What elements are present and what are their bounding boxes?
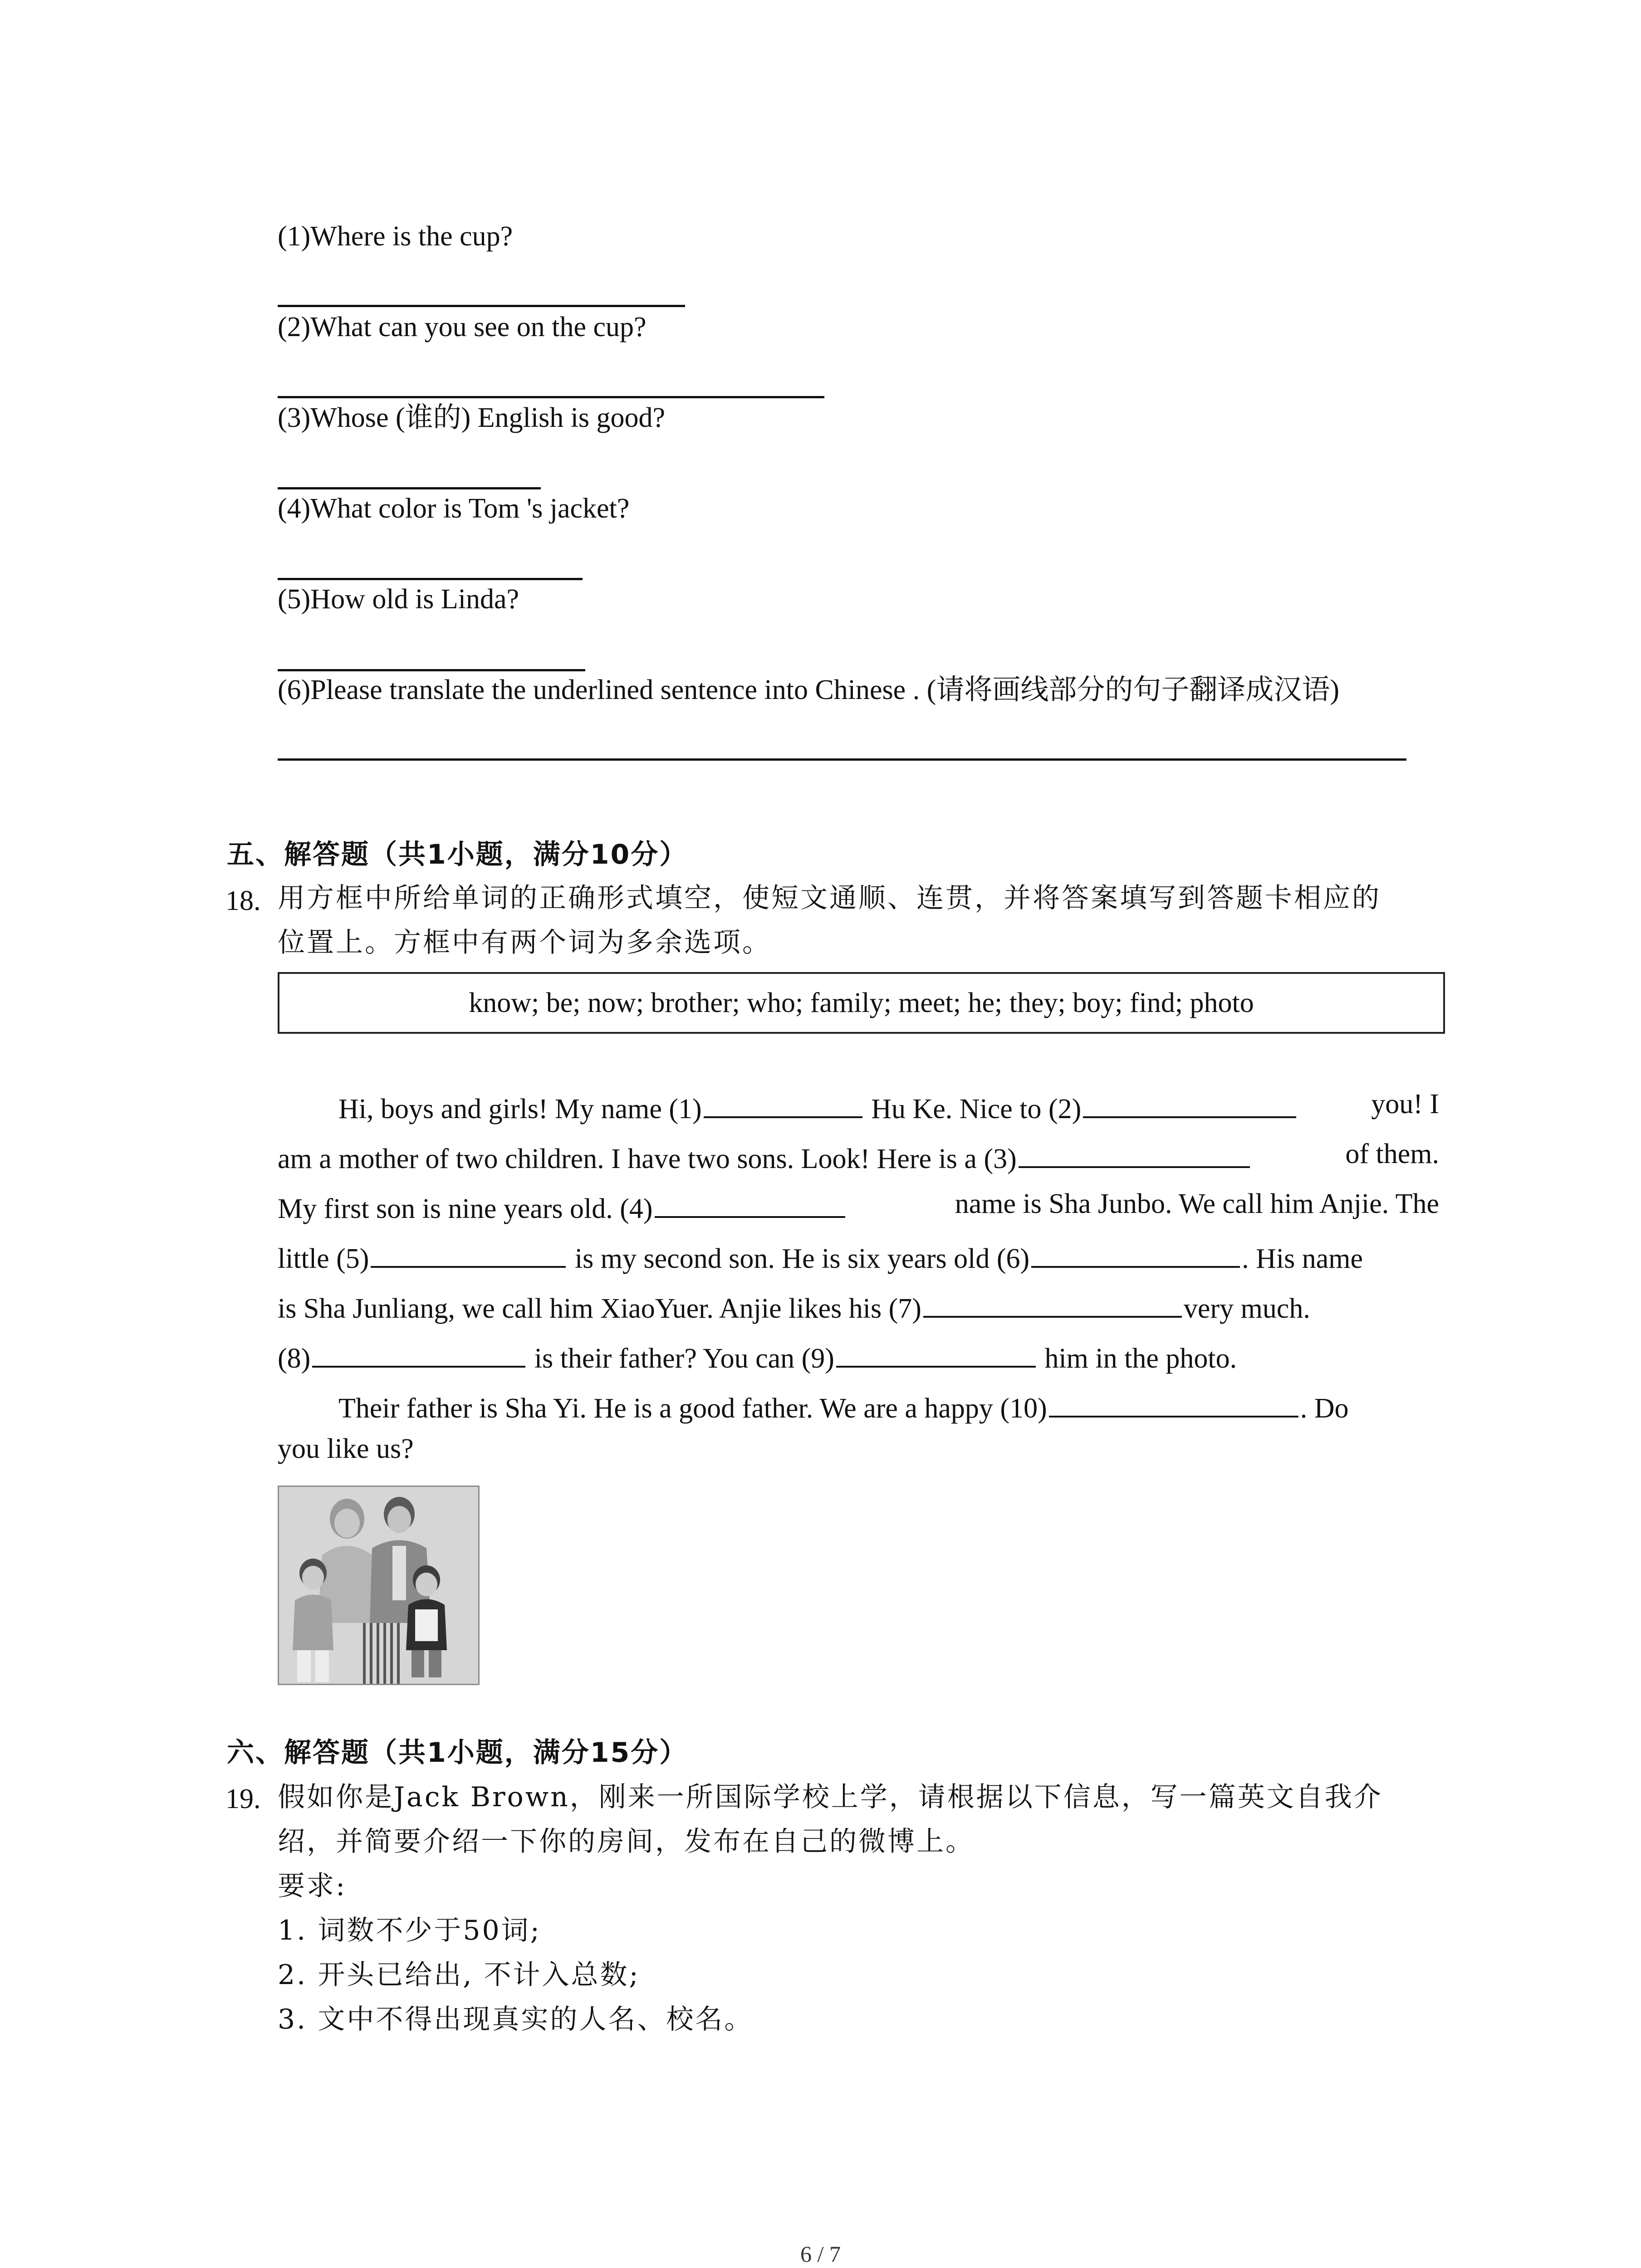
passage-text: is Sha Junliang, we call him XiaoYuer. Anjie likes his (7) — [278, 1293, 921, 1324]
question-19-line1: 假如你是Jack Brown，刚来一所国际学校上学，请根据以下信息，写一篇英文自我介 — [278, 1781, 1383, 1813]
answer-line-4[interactable] — [278, 578, 583, 580]
requirement-2: 2. 开头已给出, 不计入总数; — [278, 1959, 640, 1991]
question-19-number: 19. — [225, 1784, 261, 1814]
question-5: (5)How old is Linda? — [278, 584, 519, 615]
passage-line-5 — [278, 1290, 1439, 1323]
blank-6[interactable] — [1031, 1240, 1240, 1268]
passage-text: Hu Ke. Nice to (2) — [871, 1094, 1082, 1124]
passage-text: Hi, boys and girls! My name (1) — [338, 1094, 702, 1124]
answer-line-6[interactable] — [278, 758, 1406, 761]
question-1: (1)Where is the cup? — [278, 221, 513, 252]
passage-text: am a mother of two children. I have two sons. Look! Here is a (3) — [278, 1144, 1017, 1174]
blank-9[interactable] — [836, 1339, 1036, 1368]
passage-text: . Do — [1300, 1393, 1349, 1424]
requirement-1: 1. 词数不少于50词; — [278, 1915, 541, 1946]
blank-7[interactable] — [923, 1290, 1182, 1318]
section-6-heading: 六、解答题（共1小题，满分15分） — [227, 1737, 688, 1769]
passage-text: My first son is nine years old. (4) — [278, 1193, 653, 1224]
blank-5[interactable] — [371, 1240, 566, 1268]
passage-line-2 — [278, 1140, 1439, 1173]
blank-3[interactable] — [1019, 1140, 1250, 1168]
passage-text: him in the photo. — [1044, 1343, 1237, 1374]
passage-line-1 — [278, 1090, 1439, 1123]
word-bank-text: know; be; now; brother; who; family; meet; he; they; boy; find; photo — [469, 987, 1254, 1018]
question-19-line2: 绍，并简要介绍一下你的房间，发布在自己的微博上。 — [278, 1826, 975, 1857]
passage-text: of them. — [1345, 1139, 1439, 1169]
passage-text: . His name — [1242, 1243, 1363, 1274]
passage-line-6 — [278, 1339, 1439, 1373]
family-photo — [278, 1486, 480, 1685]
question-6: (6)Please translate the underlined sentence into Chinese . (请将画线部分的句子翻译成汉语) — [278, 675, 1339, 705]
passage-text: name is Sha Junbo. We call him Anjie. The — [955, 1188, 1439, 1219]
question-18-instruction-line2: 位置上。方框中有两个词为多余选项。 — [278, 927, 771, 958]
page-number: 6 / 7 — [800, 2241, 841, 2267]
blank-4[interactable] — [655, 1190, 845, 1218]
question-2: (2)What can you see on the cup? — [278, 312, 647, 342]
family-photo-illustration — [279, 1487, 480, 1685]
passage-line-7 — [278, 1389, 1439, 1422]
blank-10[interactable] — [1049, 1389, 1298, 1418]
blank-1[interactable] — [704, 1090, 862, 1118]
passage-text: you! I — [1371, 1089, 1439, 1119]
question-3: (3)Whose (谁的) English is good? — [278, 402, 666, 433]
answer-line-5[interactable] — [278, 669, 585, 671]
answer-line-3[interactable] — [278, 487, 541, 489]
question-18-instruction-line1: 用方框中所给单词的正确形式填空，使短文通顺、连贯，并将答案填写到答题卡相应的 — [278, 882, 1381, 914]
section-5-heading: 五、解答题（共1小题，满分10分） — [227, 839, 688, 870]
blank-8[interactable] — [312, 1339, 525, 1368]
question-4: (4)What color is Tom 's jacket? — [278, 493, 630, 524]
passage-text: is my second son. He is six years old (6) — [574, 1243, 1030, 1274]
answer-line-2[interactable] — [278, 396, 824, 398]
question-18-number: 18. — [225, 885, 261, 916]
passage-line-3 — [278, 1190, 1439, 1223]
passage-text: (8) — [278, 1343, 311, 1374]
word-bank-box — [278, 972, 1445, 1034]
requirement-3: 3. 文中不得出现真实的人名、校名。 — [278, 2004, 754, 2035]
passage-text: very much. — [1183, 1293, 1310, 1324]
passage-text: is their father? You can (9) — [534, 1343, 834, 1374]
blank-2[interactable] — [1083, 1090, 1296, 1118]
passage-line-4 — [278, 1240, 1439, 1273]
requirements-label: 要求: — [278, 1870, 347, 1902]
passage-text: little (5) — [278, 1243, 369, 1274]
passage-line-8: you like us? — [278, 1433, 414, 1464]
answer-line-1[interactable] — [278, 305, 685, 307]
passage-text: Their father is Sha Yi. He is a good father. We are a happy (10) — [338, 1393, 1047, 1424]
